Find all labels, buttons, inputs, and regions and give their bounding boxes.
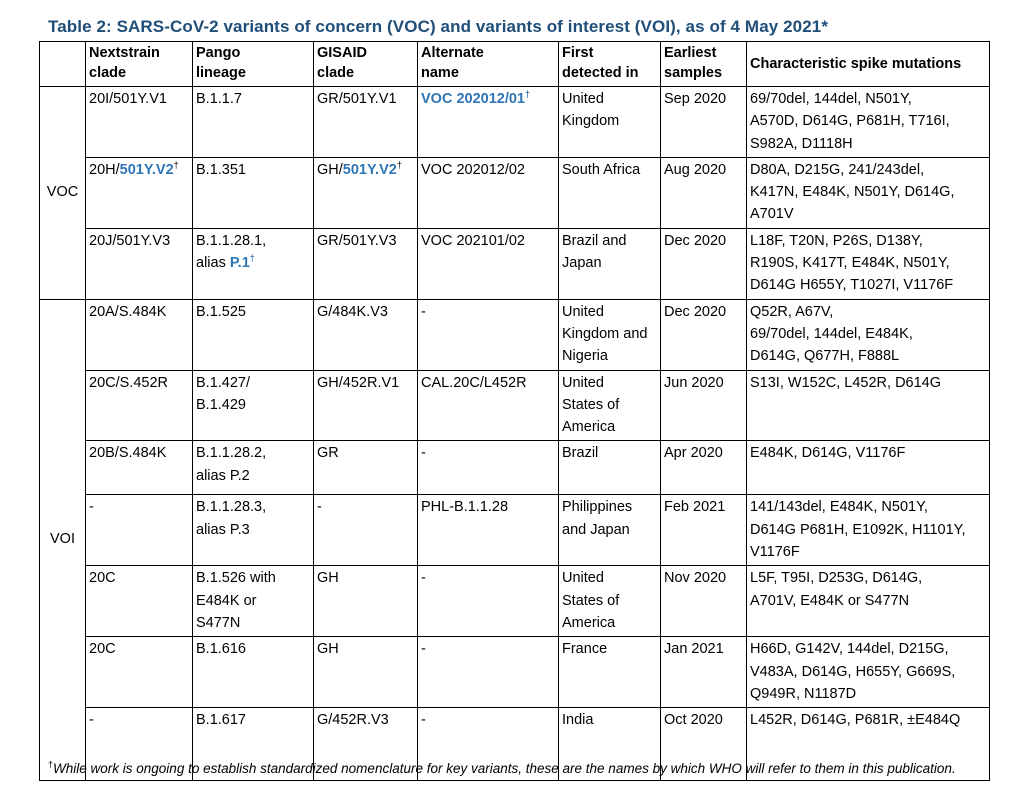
header-first-detected: First detected in <box>559 42 661 87</box>
dagger-mark: † <box>525 89 531 100</box>
variants-table <box>39 41 990 781</box>
header-alternate: Alternate name <box>418 42 559 87</box>
header-pango: Pango lineage <box>193 42 314 87</box>
cell-earliest: Nov 2020 <box>661 566 747 637</box>
cell-alternate: VOC 202012/02 <box>418 157 559 228</box>
cell-gisaid: GR/501Y.V1 <box>314 87 418 158</box>
cell-alternate: - <box>418 637 559 708</box>
cell-alternate: PHL-B.1.1.28 <box>418 495 559 566</box>
cell-earliest: Feb 2021 <box>661 495 747 566</box>
cell-first-detected: France <box>559 637 661 708</box>
cell-pango: B.1.1.28.3, alias P.3 <box>193 495 314 566</box>
cell-earliest: Apr 2020 <box>661 441 747 495</box>
cell-pango: B.1.616 <box>193 637 314 708</box>
cell-earliest: Sep 2020 <box>661 87 747 158</box>
table-row <box>40 157 990 228</box>
dagger-mark: † <box>48 759 54 770</box>
cell-pango: B.1.1.28.1, alias P.1† <box>193 228 314 299</box>
cell-nextstrain: 20A/S.484K <box>86 299 193 370</box>
cell-pango: B.1.351 <box>193 157 314 228</box>
cell-gisaid: GH <box>314 637 418 708</box>
cell-gisaid: GR/501Y.V3 <box>314 228 418 299</box>
cell-pango: B.1.526 with E484K or S477N <box>193 566 314 637</box>
header-row <box>40 42 990 87</box>
table-row <box>40 299 990 370</box>
cell-gisaid: GH <box>314 566 418 637</box>
cell-nextstrain: 20H/501Y.V2† <box>86 157 193 228</box>
cell-earliest: Dec 2020 <box>661 228 747 299</box>
cell-first-detected: Brazil and Japan <box>559 228 661 299</box>
cell-mutations: D80A, D215G, 241/243del, K417N, E484K, N501Y, D614G, A701V <box>747 157 990 228</box>
cell-alternate: VOC 202101/02 <box>418 228 559 299</box>
cell-nextstrain: 20B/S.484K <box>86 441 193 495</box>
cell-first-detected: Philippines and Japan <box>559 495 661 566</box>
cell-first-detected: South Africa <box>559 157 661 228</box>
cell-nextstrain: 20I/501Y.V1 <box>86 87 193 158</box>
cell-nextstrain: 20C <box>86 566 193 637</box>
table-row <box>40 228 990 299</box>
header-earliest: Earliest samples <box>661 42 747 87</box>
cell-mutations: L452R, D614G, P681R, ±E484Q <box>747 708 990 781</box>
group-header <box>40 42 86 87</box>
cell-earliest: Aug 2020 <box>661 157 747 228</box>
header-mutations: Characteristic spike mutations <box>747 42 990 87</box>
cell-pango: B.1.1.7 <box>193 87 314 158</box>
cell-mutations: H66D, G142V, 144del, D215G, V483A, D614G, H655Y, G669S, Q949R, N1187D <box>747 637 990 708</box>
alias-link: P.1 <box>229 255 250 272</box>
cell-nextstrain: 20J/501Y.V3 <box>86 228 193 299</box>
cell-mutations: Q52R, A67V, 69/70del, 144del, E484K, D614G, Q677H, F888L <box>747 299 990 370</box>
header-nextstrain: Nextstrain clade <box>86 42 193 87</box>
footnote <box>48 758 988 780</box>
group-voi: VOI <box>40 299 86 780</box>
cell-first-detected: United States of America <box>559 370 661 441</box>
cell-first-detected: Brazil <box>559 441 661 495</box>
cell-earliest: Jan 2021 <box>661 637 747 708</box>
table-row <box>40 566 990 637</box>
group-voc: VOC <box>40 87 86 300</box>
cell-mutations: 141/143del, E484K, N501Y, D614G P681H, E1092K, H1101Y, V1176F <box>747 495 990 566</box>
table-row <box>40 87 990 158</box>
cell-mutations: E484K, D614G, V1176F <box>747 441 990 495</box>
cell-gisaid: GH/501Y.V2† <box>314 157 418 228</box>
dagger-mark: † <box>249 253 255 264</box>
cell-mutations: L5F, T95I, D253G, D614G, A701V, E484K or S477N <box>747 566 990 637</box>
cell-earliest: Jun 2020 <box>661 370 747 441</box>
cell-first-detected: United Kingdom and Nigeria <box>559 299 661 370</box>
cell-mutations: L18F, T20N, P26S, D138Y, R190S, K417T, E484K, N501Y, D614G H655Y, T1027I, V1176F <box>747 228 990 299</box>
cell-alternate: CAL.20C/L452R <box>418 370 559 441</box>
table-row <box>40 441 990 495</box>
cell-pango: B.1.1.28.2, alias P.2 <box>193 441 314 495</box>
cell-earliest: Dec 2020 <box>661 299 747 370</box>
table-row <box>40 370 990 441</box>
header-gisaid: GISAID clade <box>314 42 418 87</box>
cell-mutations: S13I, W152C, L452R, D614G <box>747 370 990 441</box>
cell-nextstrain: - <box>86 708 193 781</box>
alternate-name-link: VOC 202012/01 <box>421 91 525 107</box>
clade-link: 501Y.V2 <box>342 161 397 178</box>
dagger-mark: † <box>396 160 402 171</box>
cell-first-detected: India <box>559 708 661 781</box>
cell-pango: B.1.617 <box>193 708 314 781</box>
cell-nextstrain: - <box>86 495 193 566</box>
footnote-text: While work is ongoing to establish standardized nomenclature for key variants, these are the names by which WHO will refer to them in this publication. <box>53 761 956 776</box>
cell-gisaid: GH/452R.V1 <box>314 370 418 441</box>
cell-pango: B.1.427/ B.1.429 <box>193 370 314 441</box>
dagger-mark: † <box>173 160 179 171</box>
cell-alternate: - <box>418 299 559 370</box>
cell-alternate: - <box>418 441 559 495</box>
clade-link: 501Y.V2 <box>119 161 174 178</box>
cell-gisaid: - <box>314 495 418 566</box>
cell-pango: B.1.525 <box>193 299 314 370</box>
cell-nextstrain: 20C/S.452R <box>86 370 193 441</box>
cell-nextstrain: 20C <box>86 637 193 708</box>
table-title: Table 2: SARS-CoV-2 variants of concern (VOC) and variants of interest (VOI), as of 4 May 2021* <box>48 17 829 36</box>
cell-gisaid: GR <box>314 441 418 495</box>
cell-gisaid: G/452R.V3 <box>314 708 418 781</box>
cell-alternate: - <box>418 708 559 781</box>
cell-first-detected: United Kingdom <box>559 87 661 158</box>
table-row <box>40 495 990 566</box>
cell-earliest: Oct 2020 <box>661 708 747 781</box>
cell-mutations: 69/70del, 144del, N501Y, A570D, D614G, P681H, T716I, S982A, D1118H <box>747 87 990 158</box>
cell-alternate <box>418 87 559 158</box>
cell-first-detected: United States of America <box>559 566 661 637</box>
cell-gisaid: G/484K.V3 <box>314 299 418 370</box>
table-row <box>40 637 990 708</box>
cell-alternate: - <box>418 566 559 637</box>
